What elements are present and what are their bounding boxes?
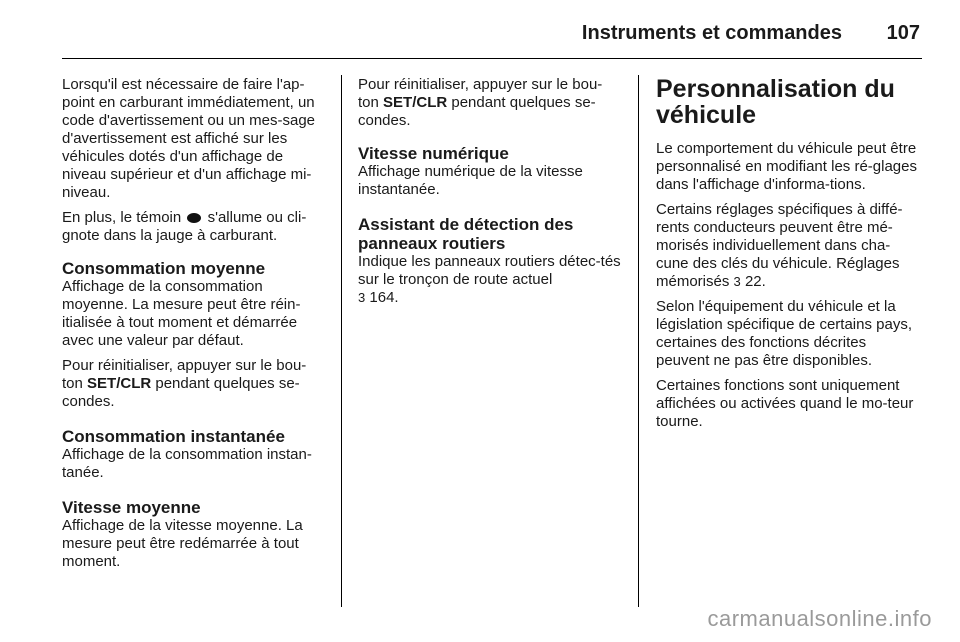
column-divider	[341, 75, 342, 607]
section-title: Instruments et commandes	[581, 22, 842, 44]
page-reference[interactable]: 164.	[369, 289, 399, 306]
column-3	[656, 76, 922, 438]
text: pendant quelques se-condes.	[358, 94, 596, 129]
column-1	[62, 76, 325, 578]
watermark: carmanualsonline.info	[707, 606, 932, 631]
heading: Vitesse numérique	[358, 144, 509, 163]
paragraph	[62, 357, 325, 411]
heading: Assistant de détection des panneaux routiers	[358, 215, 574, 253]
paragraph: Affichage de la consommation instan-tanée.	[62, 446, 312, 481]
section-heading: Personnalisation du véhicule	[656, 75, 895, 129]
paragraph: Certaines fonctions sont uniquement affichées ou activées quand le mo-teur tourne.	[656, 377, 914, 430]
text: En plus, le témoin	[62, 209, 182, 226]
paragraph	[62, 209, 325, 245]
column-2	[358, 76, 621, 314]
page-number: 107	[886, 22, 920, 44]
paragraph: Affichage numérique de la vitesse instantanée.	[358, 163, 583, 198]
text: pendant quelques se-condes.	[62, 375, 300, 410]
text: Indique les panneaux routiers détec-tés sur le tronçon de route actuel	[358, 253, 621, 288]
paragraph: Affichage de la consommation moyenne. La mesure peut être réin-itialisée à tout moment et démarrée avec une valeur par défaut.	[62, 278, 301, 349]
header-rule	[62, 58, 922, 59]
text: s'allume ou cli-gnote dans la jauge à carburant.	[62, 209, 307, 244]
page-reference-arrow-icon: 3	[358, 290, 366, 305]
paragraph	[358, 253, 621, 307]
fuel-pump-icon	[187, 213, 201, 223]
heading: Consommation instantanée	[62, 427, 285, 446]
paragraph: Le comportement du véhicule peut être personnalisé en modifiant les ré-glages dans l'affichage d'informa-tions.	[656, 140, 917, 193]
paragraph	[656, 201, 922, 291]
text: Certains réglages spécifiques à diffé-rents conducteurs peuvent être mé-morisés individuellement dans cha-cune des clés du véhicule. Réglages mémorisés	[656, 201, 903, 290]
paragraph: Lorsqu'il est nécessaire de faire l'ap-point en carburant immédiatement, un code d'avertissement ou un mes-sage d'avertissement est affiché sur les véhicules dotés d'un affichage de niveau supérieur et d'un affichage mi-niveau.	[62, 76, 316, 201]
heading: Consommation moyenne	[62, 259, 266, 278]
page-reference[interactable]: 22.	[744, 273, 766, 290]
paragraph: Affichage de la vitesse moyenne. La mesure peut être redémarrée à tout moment.	[62, 517, 303, 570]
text: Pour réinitialiser, appuyer sur le bou-ton	[358, 76, 603, 111]
button-name: SET/CLR	[383, 94, 448, 111]
button-name: SET/CLR	[87, 375, 152, 392]
paragraph: Selon l'équipement du véhicule et la législation spécifique de certains pays, certaines des fonctions décrites peuvent ne pas être disponibles.	[656, 298, 912, 369]
paragraph	[358, 76, 621, 130]
column-divider	[638, 75, 639, 607]
heading: Vitesse moyenne	[62, 498, 201, 517]
page-reference-arrow-icon: 3	[733, 274, 741, 289]
text: Pour réinitialiser, appuyer sur le bou-ton	[62, 357, 307, 392]
